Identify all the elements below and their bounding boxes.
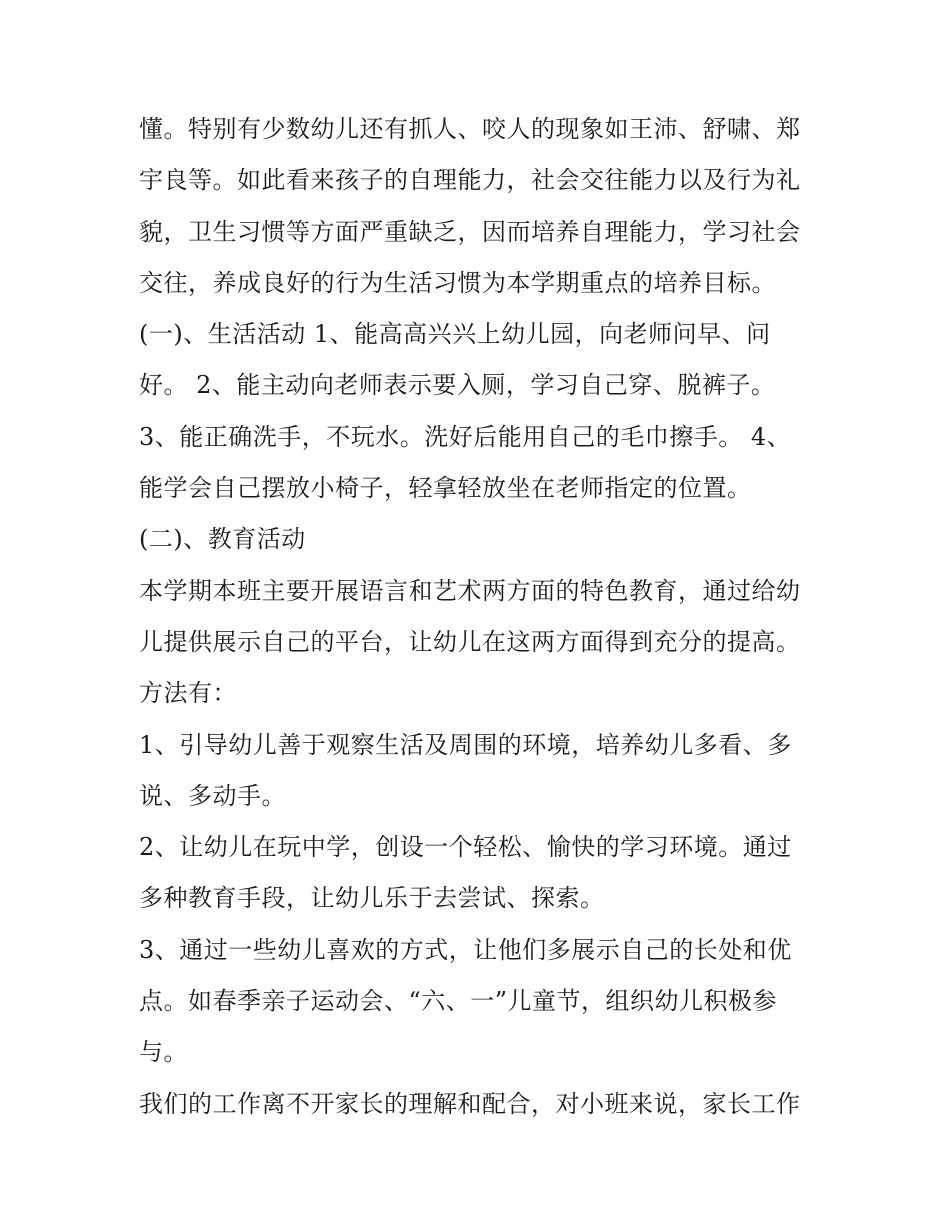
list-item: 1、引导幼儿善于观察生活及周围的环境，培养幼儿多看、多 <box>139 730 792 759</box>
text-line: 与。 <box>139 1038 188 1067</box>
text-line: 本学期本班主要开展语言和艺术两方面的特色教育，通过给幼 <box>139 576 801 605</box>
body-text <box>139 104 839 1130</box>
text-line: 点。如春季亲子运动会、“六、一”儿童节，组织幼儿积极参 <box>139 987 778 1016</box>
list-item: 2、让幼儿在玩中学，创设一个轻松、愉快的学习环境。通过 <box>139 833 792 862</box>
text-line: 我们的工作离不开家长的理解和配合，对小班来说，家长工作 <box>139 1089 801 1118</box>
text-line: 多种教育手段，让幼儿乐于去尝试、探索。 <box>139 884 605 913</box>
text-line: 交往，养成良好的行为生活习惯为本学期重点的培养目标。 <box>139 268 776 297</box>
text-line: 3、能正确洗手，不玩水。洗好后能用自己的毛巾擦手。 4、 <box>139 422 792 451</box>
section-heading-life-activities: (一)、生活活动 1、能高高兴兴上幼儿园，向老师问早、问 <box>139 320 771 349</box>
methods-label: 方法有： <box>139 679 237 708</box>
text-line: 能学会自己摆放小椅子，轻拿轻放坐在老师指定的位置。 <box>139 474 752 503</box>
text-line: 说、多动手。 <box>139 781 286 810</box>
text-line: 宇良等。如此看来孩子的自理能力，社会交往能力以及行为礼 <box>139 166 801 195</box>
text-line: 好。 2、能主动向老师表示要入厕，学习自己穿、脱裤子。 <box>139 371 776 400</box>
text-line: 儿提供展示自己的平台，让幼儿在这两方面得到充分的提高。 <box>139 627 801 656</box>
section-heading-education-activities: (二)、教育活动 <box>139 525 306 554</box>
text-line: 貌，卫生习惯等方面严重缺乏，因而培养自理能力，学习社会 <box>139 217 801 246</box>
list-item: 3、通过一些幼儿喜欢的方式，让他们多展示自己的长处和优 <box>139 935 792 964</box>
text-line: 懂。特别有少数幼儿还有抓人、咬人的现象如王沛、舒啸、郑 <box>139 115 801 143</box>
